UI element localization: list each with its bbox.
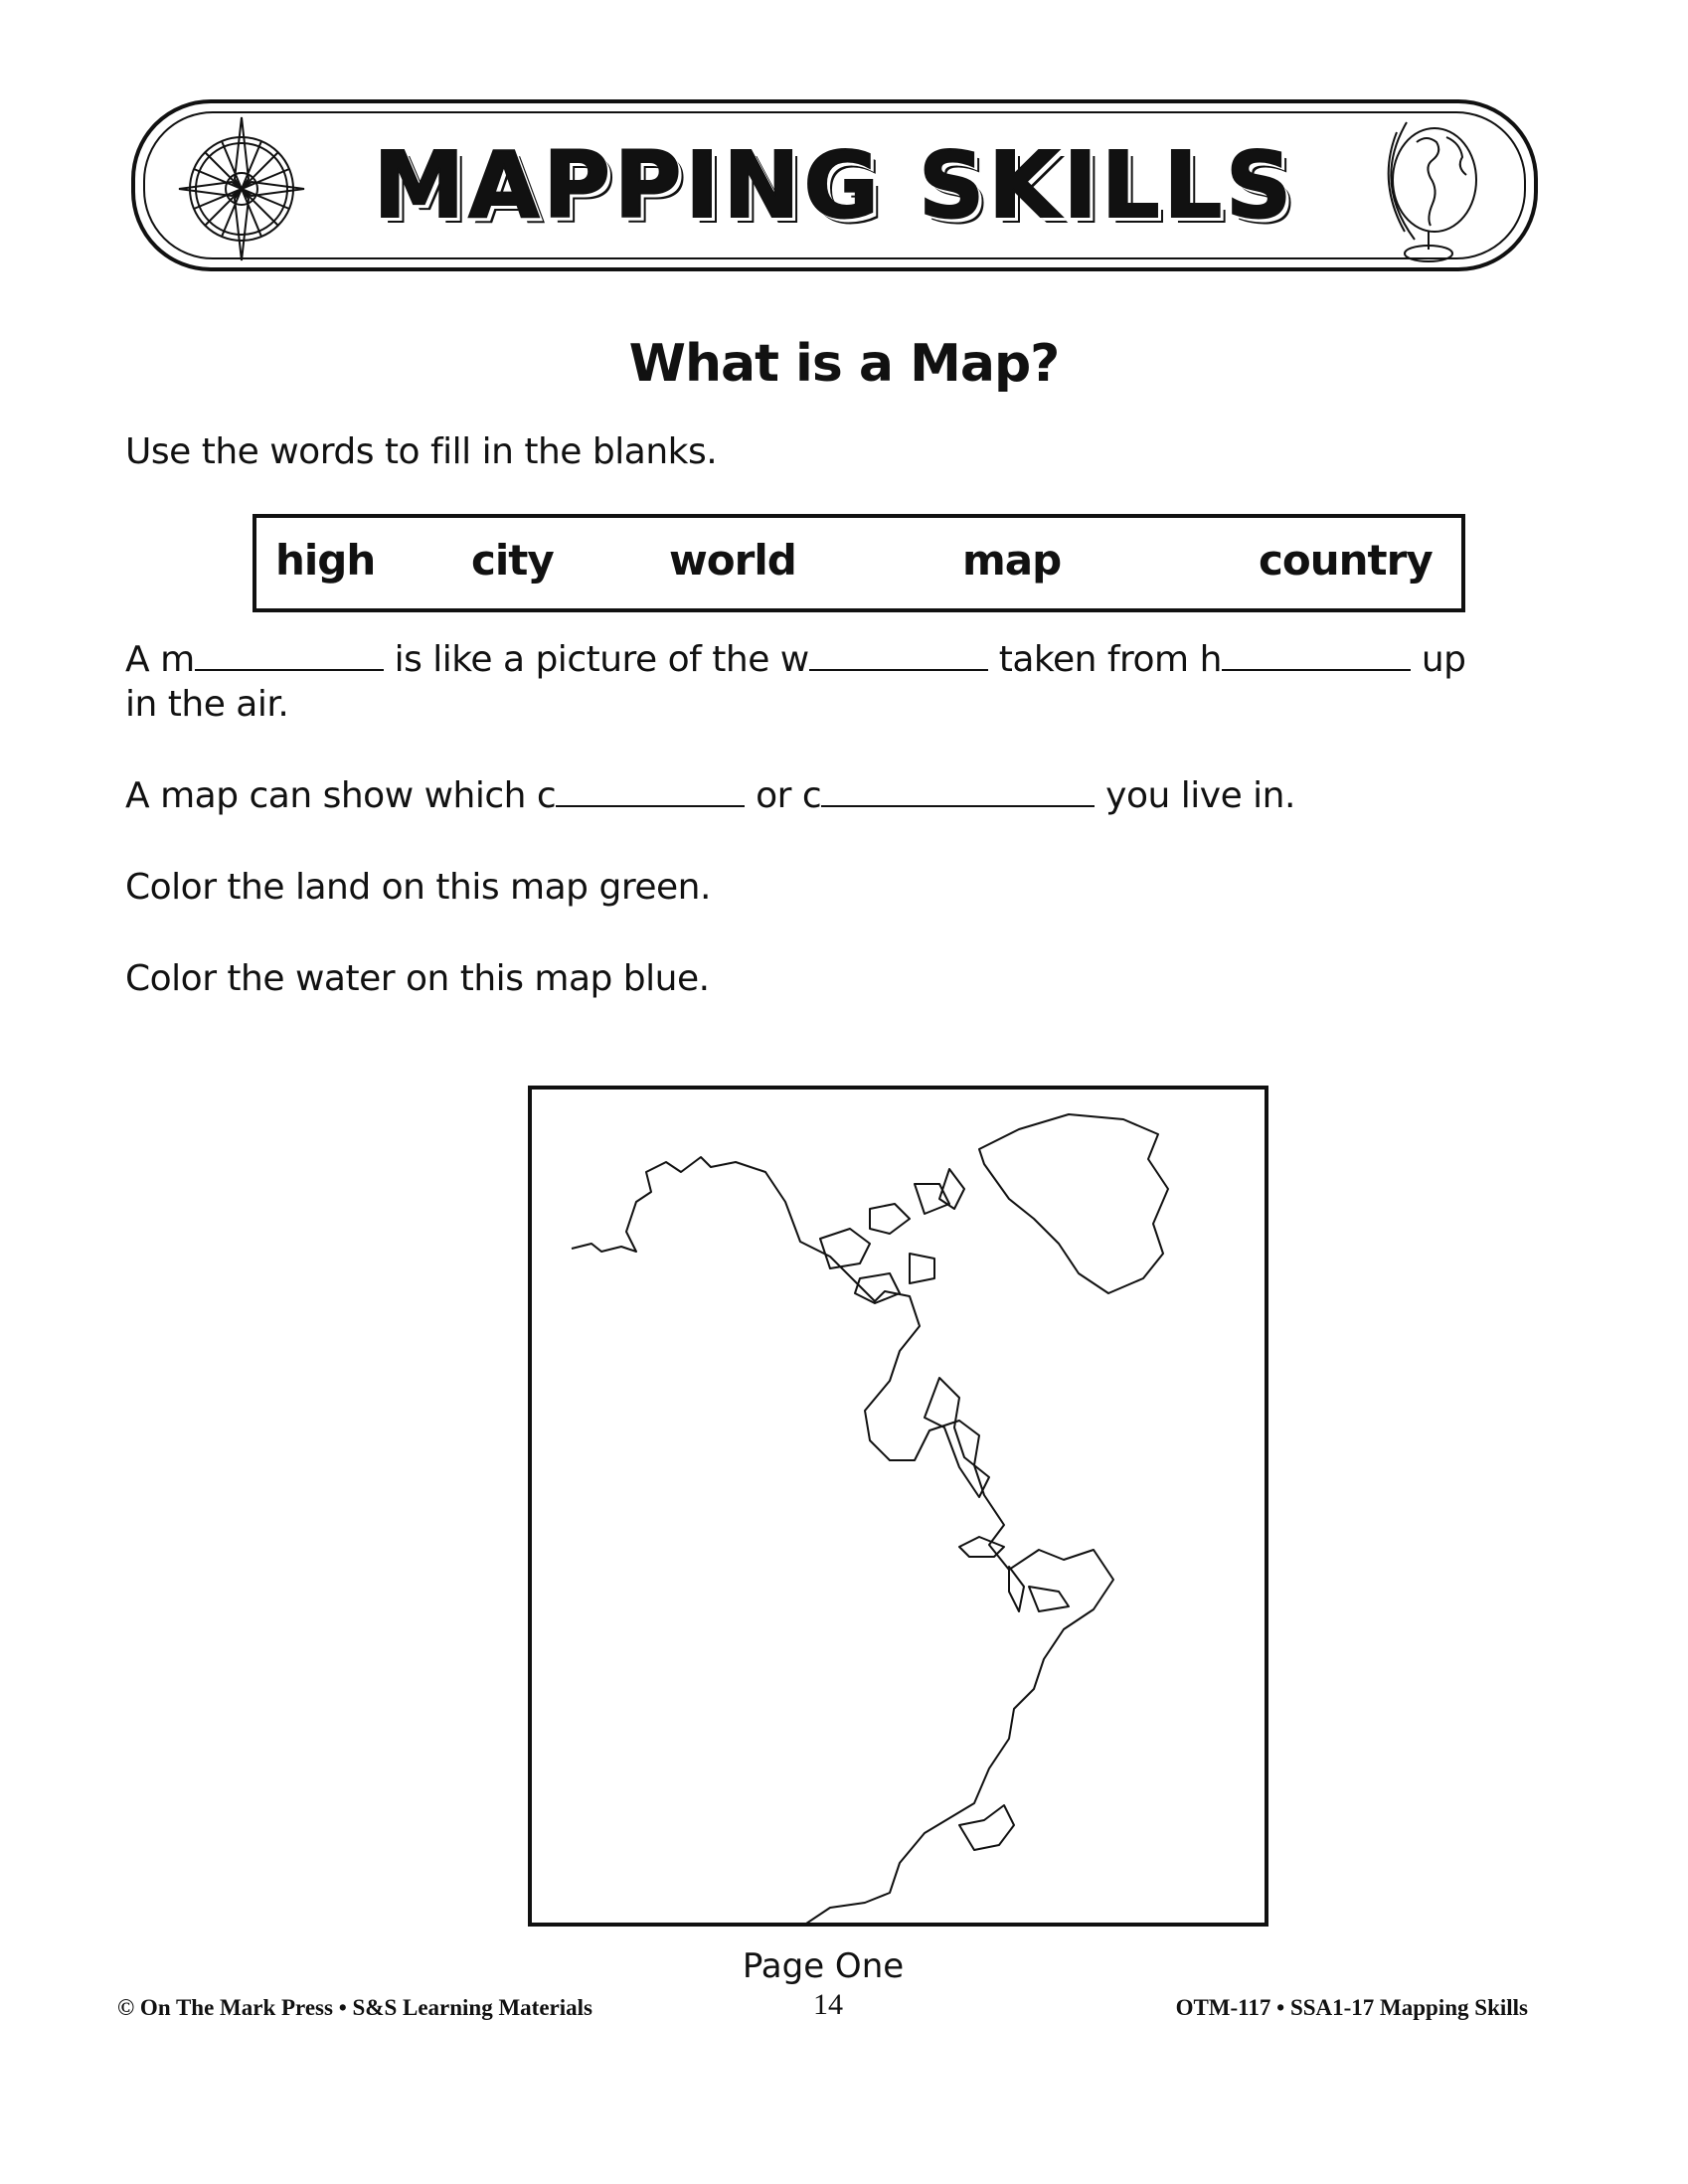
word-bank-box: [253, 514, 1465, 612]
footer-product-code: OTM-117 • SSA1-17 Mapping Skills: [1175, 1995, 1528, 2020]
sentence-text: or c: [756, 775, 822, 816]
compass-rose-icon: [177, 109, 306, 268]
sentence-text: taken from h: [998, 639, 1222, 680]
page-title: What is a Map?: [628, 334, 1060, 394]
sentence-text: up: [1421, 639, 1466, 680]
page-label: Page One: [742, 1946, 905, 1986]
sentence-2: [125, 775, 1295, 816]
blank-c1[interactable]: [556, 775, 745, 807]
blank-h[interactable]: [1222, 639, 1411, 671]
sentence-text: A map can show which c: [125, 775, 557, 816]
blank-w[interactable]: [809, 639, 988, 671]
footer-publisher: © On The Mark Press • S&S Learning Materials: [117, 1995, 592, 2020]
sentence-1-line-2: in the air.: [125, 684, 289, 725]
word-bank-item: world: [669, 536, 796, 585]
banner-title: MAPPING SKILLS: [373, 132, 1296, 239]
blank-c2[interactable]: [821, 775, 1095, 807]
blank-m[interactable]: [195, 639, 384, 671]
globe-icon: [1377, 112, 1486, 266]
word-bank-item: high: [275, 536, 376, 585]
page-number: 14: [813, 1988, 843, 2021]
sentence-1: [125, 639, 1466, 680]
sentence-text: is like a picture of the w: [394, 639, 809, 680]
instruction-text: Use the words to fill in the blanks.: [125, 431, 718, 472]
word-bank-item: city: [471, 536, 554, 585]
instruction-color-water: Color the water on this map blue.: [125, 958, 710, 999]
instruction-color-land: Color the land on this map green.: [125, 867, 711, 908]
header-banner: [131, 99, 1538, 271]
word-bank-item: map: [962, 536, 1062, 585]
sentence-text: you live in.: [1105, 775, 1295, 816]
word-bank-item: country: [1259, 536, 1433, 585]
sentence-text: A m: [125, 639, 195, 680]
map-frame: [528, 1086, 1268, 1927]
north-america-outline-map: [532, 1090, 1265, 1923]
